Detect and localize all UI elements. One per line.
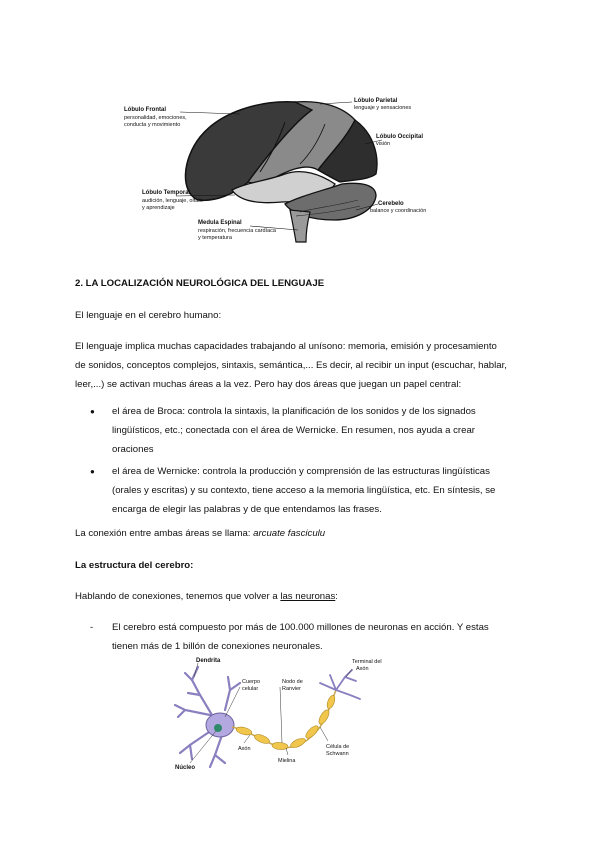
subheading: La estructura del cerebro: bbox=[75, 560, 194, 571]
brain-diagram bbox=[120, 92, 440, 250]
svg-text:Schwann: Schwann bbox=[326, 751, 349, 757]
label-lobulo-temporal: Lóbulo Temporal bbox=[142, 190, 191, 196]
svg-text:conducta y movimiento: conducta y movimiento bbox=[124, 122, 181, 128]
svg-text:Célula de: Célula de bbox=[326, 744, 350, 750]
intro-line: El lenguaje en el cerebro humano: bbox=[75, 310, 222, 321]
svg-text:balance y coordinación: balance y coordinación bbox=[370, 208, 427, 214]
svg-text:audición, lenguaje, olfato: audición, lenguaje, olfato bbox=[142, 198, 203, 204]
svg-text:Axón: Axón bbox=[238, 746, 251, 752]
svg-text:personalidad, emociones,: personalidad, emociones, bbox=[124, 115, 187, 121]
conexiones-line: Hablando de conexiones, tenemos que volver a las neuronas: bbox=[75, 591, 338, 602]
label-medula: Medula Espinal bbox=[198, 220, 242, 226]
label-cerebelo: Cerebelo bbox=[378, 201, 404, 207]
svg-text:y temperatura: y temperatura bbox=[198, 235, 232, 241]
svg-text:respiración, frecuencia cardía: respiración, frecuencia cardíaca bbox=[198, 228, 276, 234]
label-dendrita: Dendrita bbox=[196, 658, 221, 664]
label-lobulo-frontal: Lóbulo Frontal bbox=[124, 107, 166, 113]
neuronas-link: las neuronas bbox=[280, 591, 336, 602]
label-nucleo: Núcleo bbox=[175, 765, 196, 771]
svg-text:Nodo de: Nodo de bbox=[282, 679, 303, 685]
label-lobulo-parietal: Lóbulo Parietal bbox=[354, 98, 398, 104]
svg-text:Mielina: Mielina bbox=[278, 758, 296, 764]
arcuate-term: arcuate fasciculu bbox=[253, 528, 326, 539]
svg-text:lenguaje y sensaciones: lenguaje y sensaciones bbox=[354, 105, 412, 111]
svg-text:y aprendizaje: y aprendizaje bbox=[142, 205, 175, 211]
svg-text:Axón: Axón bbox=[356, 666, 369, 672]
svg-text:Cuerpo: Cuerpo bbox=[242, 679, 261, 685]
svg-text:Ranvier: Ranvier bbox=[282, 686, 301, 692]
svg-text:celular: celular bbox=[242, 686, 259, 692]
connection-line: La conexión entre ambas áreas se llama: arcuate fasciculu bbox=[75, 528, 326, 539]
dash-marker: - bbox=[90, 622, 94, 633]
neuron-diagram bbox=[170, 655, 385, 775]
section-title: 2. LA LOCALIZACIÓN NEUROLÓGICA DEL LENGUAJE bbox=[75, 278, 325, 289]
label-lobulo-occipital: Lóbulo Occipital bbox=[376, 134, 424, 140]
bullet-icon: ● bbox=[90, 467, 95, 476]
svg-text:Terminal del: Terminal del bbox=[352, 659, 382, 665]
svg-text:visión: visión bbox=[376, 141, 391, 147]
bullet-icon: ● bbox=[90, 407, 95, 416]
paragraph-1: El lenguaje implica muchas capacidades trabajando al unísono: memoria, emisión y procesamiento de sonidos, conceptos complejos, sintaxis, semántica,... Es decir, al recibir un input (escuchar, hablar, leer,...) se activan muchas áreas a la vez. Pero hay dos áreas que juegan un papel central: bbox=[75, 341, 507, 390]
